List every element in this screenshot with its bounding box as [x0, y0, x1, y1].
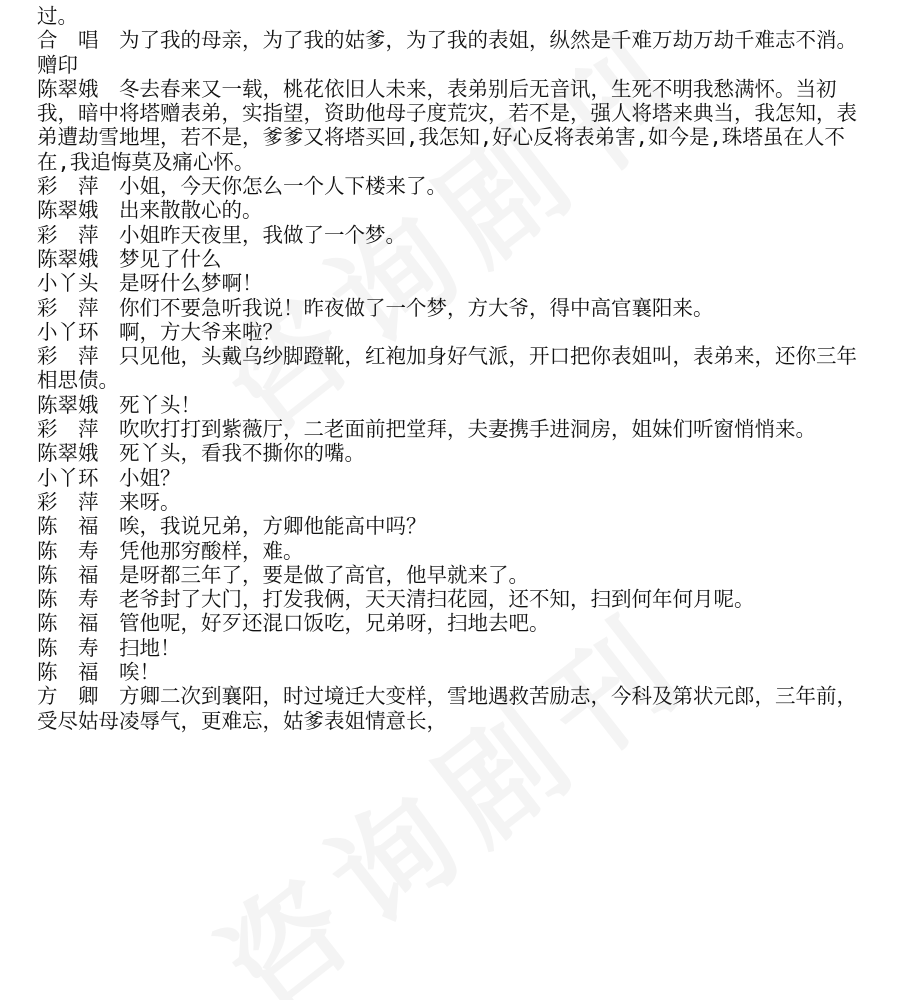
script-line: 陈翠娥 死丫头！: [37, 392, 201, 417]
script-line: 彩 萍 只见他，头戴乌纱脚蹬靴，红袍加身好气派，开口把你表姐叫，表弟来，还你三年相思债。: [37, 344, 857, 393]
script-line: 陈 寿 老爷封了大门，打发我俩，天天清扫花园，还不知，扫到何年何月呢。: [37, 587, 755, 612]
script-line: 彩 萍 来呀。: [37, 489, 181, 514]
script-line: 小丫环 啊，方大爷来啦？: [37, 319, 283, 344]
script-line: 陈翠娥 出来散散心的。: [37, 198, 263, 223]
script-line: 彩 萍 小姐昨天夜里，我做了一个梦。: [37, 222, 406, 247]
script-line: 赠印: [37, 52, 78, 77]
script-line: 陈 福 唉！: [37, 660, 160, 685]
script-line: 方 卿 方卿二次到襄阳，时过境迁大变样，雪地遇救苦励志，今科及第状元郎，三年前，受尽姑母凌辱气，更难忘，姑爹表姐情意长，: [37, 684, 857, 733]
script-line: 陈翠娥 梦见了什么: [37, 246, 222, 271]
script-line: 陈 福 唉，我说兄弟，方卿他能高中吗？: [37, 514, 427, 539]
script-line: 陈翠娥 死丫头，看我不撕你的嘴。: [37, 441, 365, 466]
script-line: 彩 萍 吹吹打打到紫薇厅，二老面前把堂拜，夫妻携手进洞房，姐妹们听窗悄悄来。: [37, 417, 816, 442]
script-line: 小丫环 小姐？: [37, 465, 181, 490]
script-line: 彩 萍 你们不要急听我说！昨夜做了一个梦，方大爷，得中高官襄阳来。: [37, 295, 714, 320]
script-line: 陈 寿 凭他那穷酸样，难。: [37, 538, 304, 563]
script-line: 在,我追悔莫及痛心怀。: [37, 149, 255, 174]
script-text: [37, 4, 877, 733]
script-line: 小丫头 是呀什么梦啊！: [37, 271, 263, 296]
script-line: 合 唱 为了我的母亲，为了我的姑爹，为了我的表姐，纵然是千难万劫万劫千难志不消。: [37, 28, 857, 53]
script-line: 陈 寿 扫地！: [37, 635, 181, 660]
script-line: 陈 福 是呀都三年了，要是做了高官，他早就来了。: [37, 562, 529, 587]
script-line: 陈 福 管他呢，好歹还混口饭吃，兄弟呀，扫地去吧。: [37, 611, 550, 636]
script-line: 彩 萍 小姐，今天你怎么一个人下楼来了。: [37, 174, 447, 199]
script-line: 陈翠娥 冬去春来又一载，桃花依旧人未来，表弟别后无音讯，生死不明我愁满怀。当初我，暗中将塔赠表弟，实指望，资助他母子度荒灾，若不是，强人将塔来典当，我怎知，表弟遭劫雪地埋，若不是，爹爹又将塔买回,我怎知,好心反将表弟害,如今是,珠塔虽在人不: [37, 76, 857, 150]
script-line: 过。: [37, 4, 78, 28]
